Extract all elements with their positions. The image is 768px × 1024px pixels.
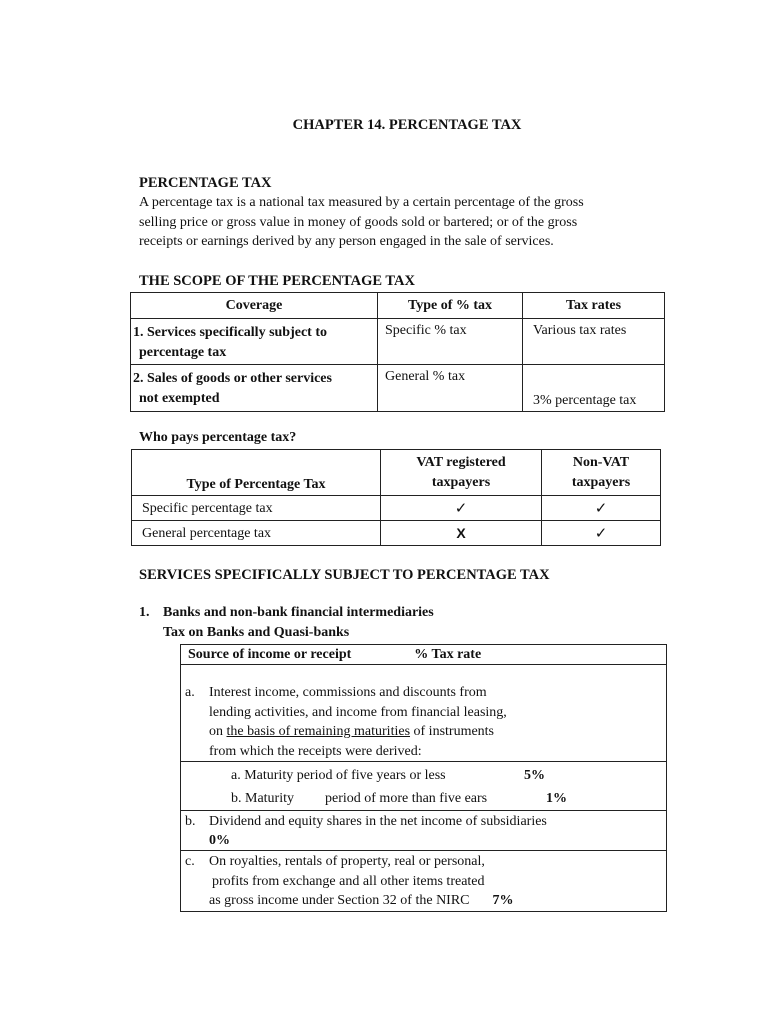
underlined-text: the basis of remaining maturities xyxy=(226,724,411,739)
type-cell: General % tax xyxy=(378,365,523,412)
header-non-vat-line: taxpayers xyxy=(571,474,631,490)
maturity-text: a. Maturity period of five years or less xyxy=(231,768,446,783)
table-row xyxy=(132,521,661,546)
item-label: b. xyxy=(185,814,196,829)
vat-check: ✓ xyxy=(381,496,542,521)
maturity-rate: 1% xyxy=(546,791,567,806)
bank-tax-table xyxy=(180,644,667,912)
who-pays-header xyxy=(132,450,661,496)
table-row xyxy=(181,665,667,762)
tax-type-cell: Specific percentage tax xyxy=(132,496,381,521)
item-text: from which the receipts were derived: xyxy=(209,743,422,759)
coverage-cell xyxy=(131,365,378,412)
item-title: Banks and non-bank financial intermediaries xyxy=(163,605,434,620)
text-fragment: of instruments xyxy=(410,724,495,739)
section-heading-services: SERVICES SPECIFICALLY SUBJECT TO PERCENTAGE TAX xyxy=(139,567,550,583)
section-heading-percentage-tax: PERCENTAGE TAX xyxy=(139,175,272,191)
definition-line-1: A percentage tax is a national tax measured by a certain percentage of the gross xyxy=(139,195,584,210)
header-non-vat-line: Non-VAT xyxy=(572,454,630,470)
type-cell: Specific % tax xyxy=(378,319,523,365)
item-number: 1. xyxy=(139,605,150,620)
item-label: a. xyxy=(185,685,195,700)
item-text: lending activities, and income from financial leasing, xyxy=(209,704,507,720)
maturity-text: b. Maturity xyxy=(231,791,294,806)
coverage-line: 2. Sales of goods or other services xyxy=(133,371,332,386)
who-pays-table xyxy=(131,449,661,546)
coverage-cell xyxy=(131,319,378,365)
header-row xyxy=(181,645,667,665)
who-pays-heading: Who pays percentage tax? xyxy=(139,430,297,445)
table-row xyxy=(181,851,667,912)
rate-cell: Various tax rates xyxy=(523,319,665,365)
item-b-cell xyxy=(181,811,667,851)
item-c-cell xyxy=(181,851,667,912)
non-vat-check: ✓ xyxy=(542,521,661,546)
header-vat-line: taxpayers xyxy=(431,474,491,490)
scope-table xyxy=(130,292,665,412)
header-non-vat xyxy=(542,450,661,496)
coverage-line: 1. Services specifically subject to xyxy=(133,325,328,340)
header-coverage: Coverage xyxy=(131,293,378,319)
definition-line-3: receipts or earnings derived by any person engaged in the sale of services. xyxy=(139,234,554,249)
maturity-cell xyxy=(181,762,667,811)
item-text: On royalties, rentals of property, real or personal, xyxy=(209,854,485,869)
header-source: Source of income or receipt xyxy=(188,647,352,662)
section-heading-scope: THE SCOPE OF THE PERCENTAGE TAX xyxy=(139,273,415,289)
table-row xyxy=(131,365,665,412)
table-row xyxy=(132,496,661,521)
table-row xyxy=(181,811,667,851)
maturity-rate: 5% xyxy=(524,768,545,783)
maturity-text: period of more than five ears xyxy=(325,791,488,806)
text-fragment: on xyxy=(209,724,227,739)
header-rate: % Tax rate xyxy=(414,647,482,662)
header-tax-rates: Tax rates xyxy=(523,293,665,319)
page-title: CHAPTER 14. PERCENTAGE TAX xyxy=(292,117,522,133)
header-type-of-tax: Type of Percentage Tax xyxy=(132,450,381,496)
header-vat-line: VAT registered xyxy=(416,454,506,470)
table-row xyxy=(131,319,665,365)
coverage-line: not exempted xyxy=(139,391,220,406)
item-text-line xyxy=(185,722,666,742)
rate-cell: 3% percentage tax xyxy=(523,365,665,412)
vat-cross: X xyxy=(381,521,542,546)
non-vat-check: ✓ xyxy=(542,496,661,521)
item-rate: 7% xyxy=(492,893,514,908)
header-vat xyxy=(381,450,542,496)
tax-type-cell: General percentage tax xyxy=(132,521,381,546)
item-text: as gross income under Section 32 of the NIRC xyxy=(209,893,470,908)
definition-line-2: selling price or gross value in money of goods sold or bartered; or of the gross xyxy=(139,214,578,230)
item-subtitle: Tax on Banks and Quasi-banks xyxy=(163,625,350,640)
item-text: profits from exchange and all other items treated xyxy=(212,873,485,889)
item-a-cell xyxy=(181,665,667,762)
item-rate: 0% xyxy=(209,833,230,848)
bank-table-header xyxy=(181,645,667,665)
scope-table-header xyxy=(131,293,665,319)
item-label: c. xyxy=(185,854,195,869)
item-text: Interest income, commissions and discounts from xyxy=(209,685,487,700)
coverage-line: percentage tax xyxy=(139,345,227,360)
item-text: Dividend and equity shares in the net income of subsidiaries xyxy=(209,814,547,829)
table-row xyxy=(181,762,667,811)
header-type: Type of % tax xyxy=(378,293,523,319)
